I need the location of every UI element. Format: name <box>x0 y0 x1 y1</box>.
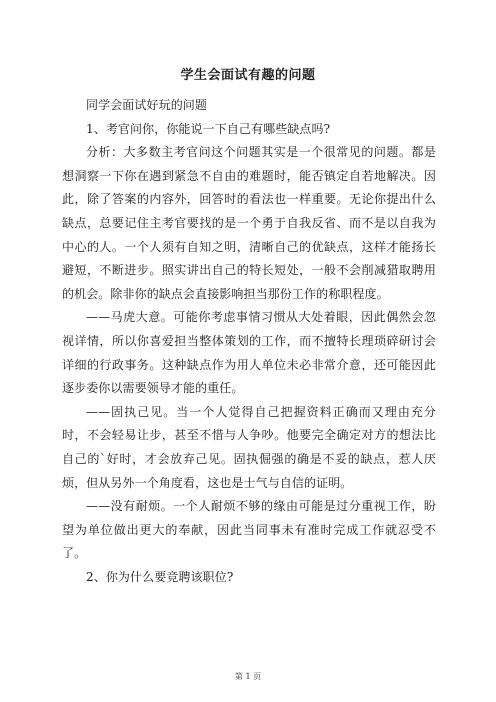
weakness-impatient-paragraph: ——没有耐烦。一个人耐烦不够的缘由可能是过分重视工作，盼望为单位做出更大的奉献，因此当同事未有准时完成工作就忍受不了。 <box>62 499 436 561</box>
question-1: 1、考官问你，你能说一下自己有哪些缺点吗? <box>86 121 331 136</box>
analysis-paragraph: 分析：大多数主考官问这个问题其实是一个很常见的问题。都是想洞察一下你在遇到紧急不自由的难题时，能否镇定自若地解决。因此，除了答案的内容外，回答时的看法也一样重要。无论你提出什么缺点，总要记住主考官要找的是一个勇于自我反省、而不是以自我为中心的人。一个人须有自知之明，清晰自己的优缺点，这样才能扬长避短，不断进步。照实讲出自己的特长短处，一般不会削减猎取聘用的机会。除非你的缺点会直接影响担当那份工作的称职程度。 <box>62 145 436 301</box>
page-number: 第 1 页 <box>234 672 262 681</box>
weakness-stubborn-paragraph: ——固执己见。当一个人觉得自己把握资料正确而又理由充分时，不会轻易让步，甚至不惜与人争吵。他要完全确定对方的想法比自己的`好时，才会放弃己见。固执倔强的确是不妥的缺点，惹人厌烦，但从另外一个角度看，这也是士气与自信的证明。 <box>62 404 436 490</box>
weakness-careless-paragraph: ——马虎大意。可能你考虑事情习惯从大处着眼，因此偶然会忽视详情，所以你喜爱担当整体策划的工作，而不擅特长理琐碎研讨会详细的行政事务。这种缺点作为用人单位未必非常介意，还可能因此逐步委你以需要领导才能的重任。 <box>62 310 436 396</box>
question-2: 2、你为什么要竞聘该职位? <box>86 569 234 584</box>
document-title: 学生会面试有趣的问题 <box>180 68 316 83</box>
document-body <box>62 94 436 589</box>
subtitle-paragraph: 同学会面试好玩的问题 <box>86 98 208 112</box>
